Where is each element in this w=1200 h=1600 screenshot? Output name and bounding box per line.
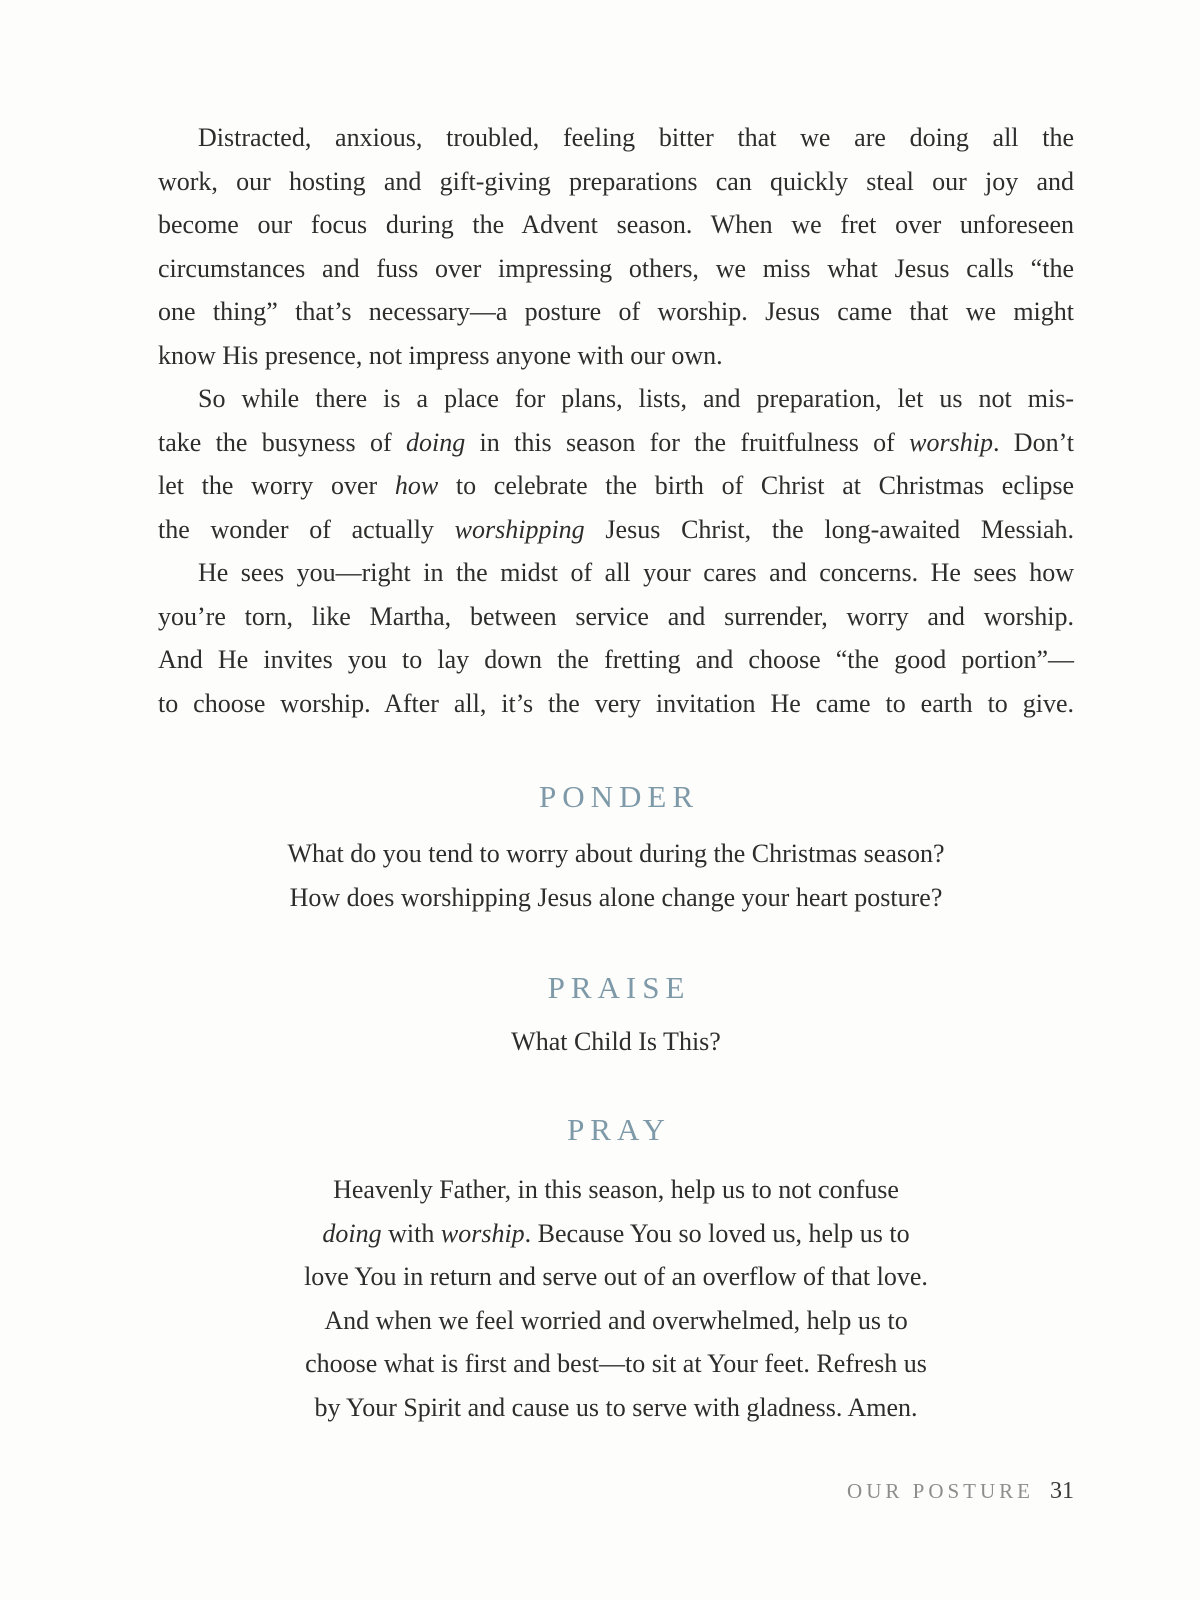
text-line [158,290,1074,334]
text-line [158,682,1074,726]
text-segment: let the worry over [158,471,395,500]
text-segment: to celebrate the birth of Christ at Christmas eclipse [438,471,1074,500]
text-segment: you’re torn, like Martha, between service and surrender, worry and worship. [158,601,1074,631]
text-line [158,638,1074,682]
text-segment: in this season for the fruitfulness of [465,427,910,457]
text-line [158,1386,1074,1430]
text-line [158,876,1074,920]
text-line [158,377,1074,421]
italic-text: worship [909,427,993,457]
page-footer [158,1478,1074,1505]
italic-text: doing [322,1218,382,1248]
text-line [158,1299,1074,1343]
italic-text: worshipping [454,514,585,544]
text-line [158,832,1074,876]
paragraph [158,116,1074,377]
ponder-heading: PONDER [538,779,699,814]
italic-text: doing [405,427,466,457]
text-segment: Heavenly Father, in this season, help us to not confuse [333,1175,899,1204]
text-segment: know His presence, not impress anyone with our own. [158,340,723,370]
text-segment: So while there is a place for plans, lists, and preparation, let us not mis- [198,384,1074,413]
text-line [158,1212,1074,1256]
body-paragraphs [158,116,1074,725]
text-line [158,508,1074,552]
pray-text [158,1168,1074,1429]
text-segment: love You in return and serve out of an overflow of that love. [304,1262,928,1291]
pray-heading: PRAY [567,1112,671,1147]
text-segment: one thing” that’s necessary—a posture of worship. Jesus came that we might [158,297,1074,326]
text-segment: become our focus during the Advent season. When we fret over unforeseen [158,210,1074,239]
text-line [158,421,1074,465]
text-line [158,464,1074,508]
ponder-text [158,832,1074,919]
text-segment: with [381,1218,441,1248]
section-ponder [158,777,1074,919]
text-line [158,160,1074,204]
paragraph [158,551,1074,725]
paragraph [158,377,1074,551]
text-line [158,203,1074,247]
text-line [158,595,1074,639]
page-number: 31 [1050,1478,1074,1504]
praise-text [158,1020,1074,1064]
text-segment: take the busyness of [158,427,406,457]
text-segment: . Because You so loved us, help us to [524,1218,910,1248]
text-line [158,551,1074,595]
text-segment: . Don’t [992,427,1074,457]
text-segment: to choose worship. After all, it’s the very invitation He came to earth to give. [158,688,1074,718]
text-line [158,1168,1074,1212]
text-segment: choose what is first and best—to sit at Your feet. Refresh us [305,1349,927,1378]
text-segment: the wonder of actually [158,514,455,544]
text-segment: And He invites you to lay down the fretting and choose “the good portion”— [158,645,1074,674]
text-line [158,1255,1074,1299]
text-line [158,1020,1074,1064]
text-segment: He sees you—right in the midst of all your cares and concerns. He sees how [198,558,1074,587]
italic-text: worship [440,1218,525,1248]
text-segment: by Your Spirit and cause us to serve with gladness. Amen. [314,1392,918,1422]
text-segment: And when we feel worried and overwhelmed, help us to [324,1305,908,1335]
italic-text: how [394,471,439,500]
text-line [158,334,1074,378]
text-segment: Jesus Christ, the long-awaited Messiah. [584,514,1075,544]
text-segment: What Child Is This? [511,1027,721,1056]
text-segment: circumstances and fuss over impressing others, we miss what Jesus calls “the [158,253,1074,283]
section-praise [158,968,1074,1064]
text-segment: work, our hosting and gift-giving preparations can quickly steal our joy and [158,166,1074,196]
running-header: OUR POSTURE [847,1479,1034,1503]
text-segment: What do you tend to worry about during the Christmas season? [287,839,945,868]
text-segment: How does worshipping Jesus alone change your heart posture? [289,882,943,912]
praise-heading: PRAISE [547,970,691,1005]
text-line [158,116,1074,160]
text-line [158,247,1074,291]
text-segment: Distracted, anxious, troubled, feeling bitter that we are doing all the [198,123,1074,152]
text-line [158,1342,1074,1386]
section-pray [158,1110,1074,1429]
